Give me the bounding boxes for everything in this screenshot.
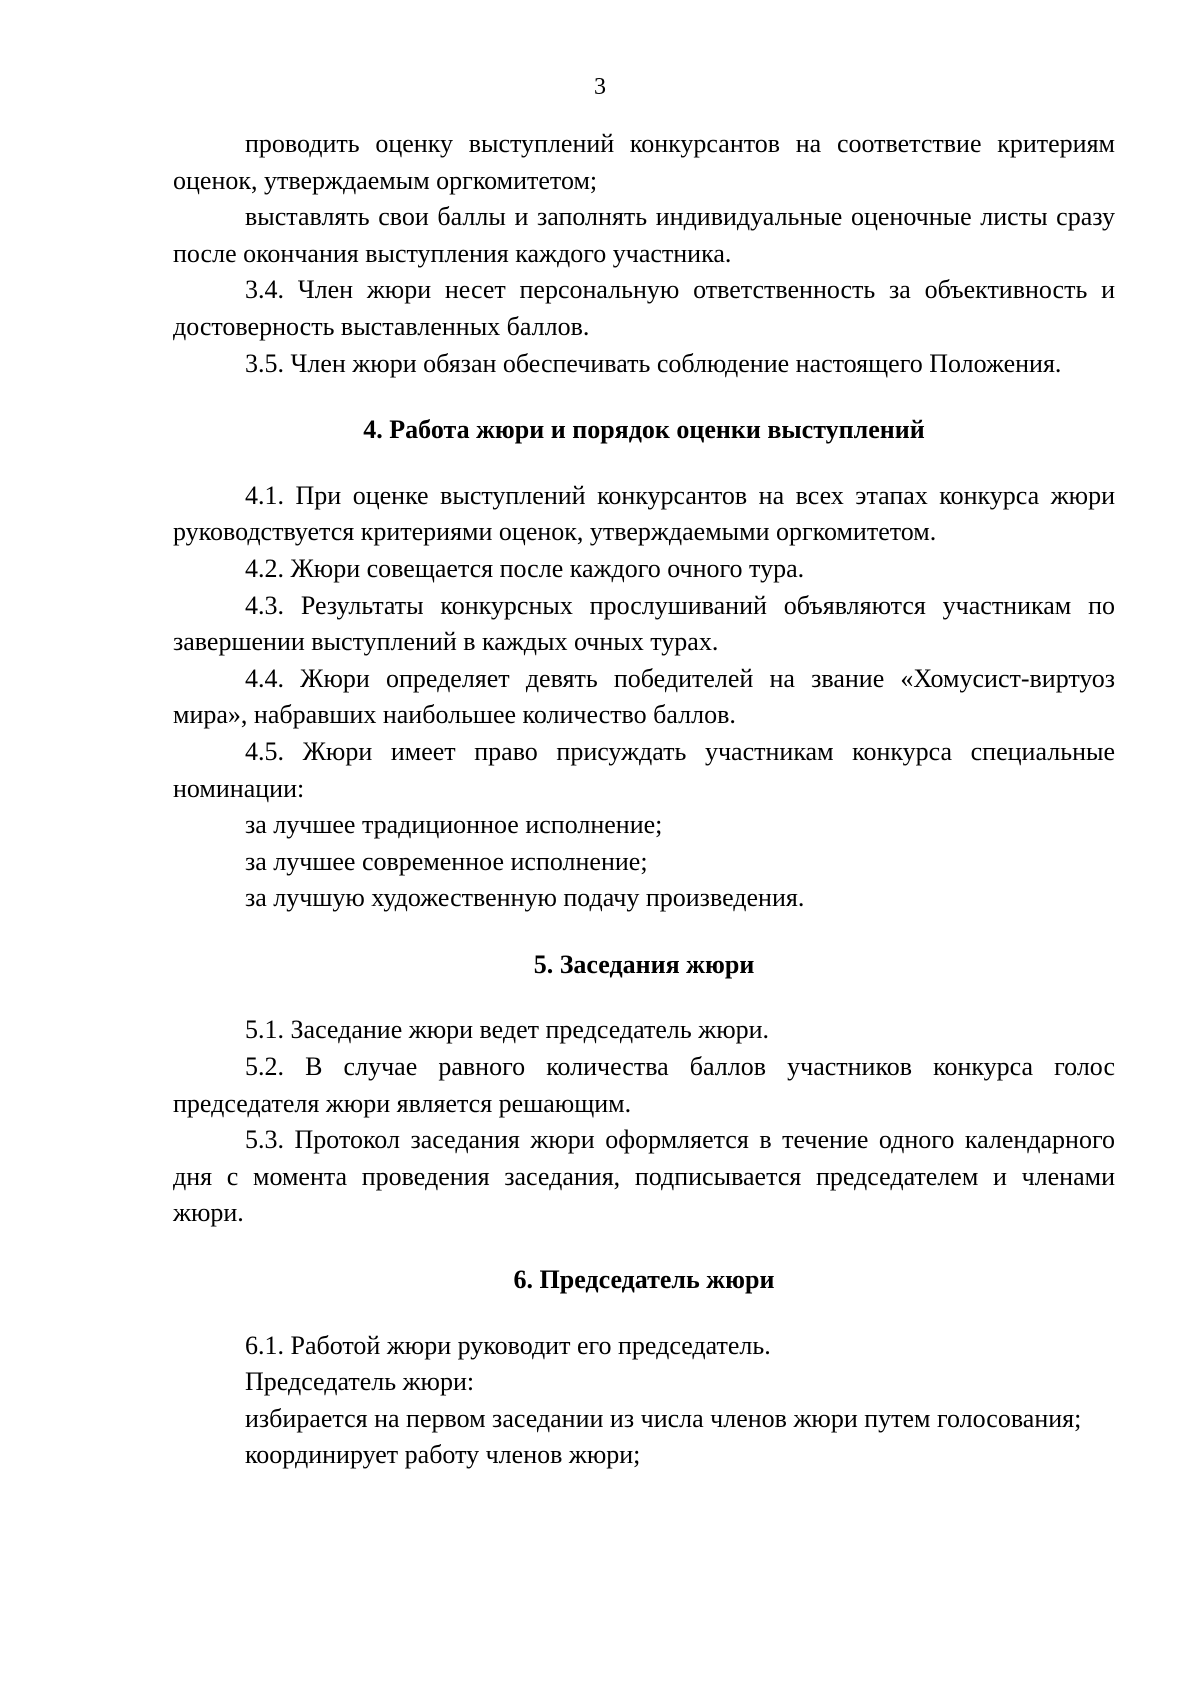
paragraph-3-4: 3.4. Член жюри несет персональную ответственность за объективность и достоверность выставленных баллов. bbox=[173, 275, 1115, 341]
paragraph-chairman-intro: Председатель жюри: bbox=[245, 1367, 475, 1397]
paragraph-4-5: 4.5. Жюри имеет право присуждать участникам конкурса специальные номинации: bbox=[173, 736, 1115, 803]
paragraph-5-2: 5.2. В случае равного количества баллов участников конкурса голос председателя жюри является решающим. bbox=[173, 1052, 1115, 1118]
section-heading-6: 6. Председатель жюри bbox=[513, 1265, 775, 1295]
paragraph-5-3: 5.3. Протокол заседания жюри оформляется в течение одного календарного дня с момента проведения заседания, подписывается председателем и членами жюри. bbox=[173, 1125, 1115, 1228]
section-heading-5: 5. Заседания жюри bbox=[533, 949, 755, 979]
paragraph-5-1: 5.1. Заседание жюри ведет председатель жюри. bbox=[245, 1015, 770, 1045]
paragraph-evaluate-performances: проводить оценку выступлений конкурсантов на соответствие критериям оценок, утверждаемым оргкомитетом; bbox=[173, 129, 1115, 195]
paragraph-fill-score-sheets: выставлять свои баллы и заполнять индивидуальные оценочные листы сразу после окончания выступления каждого участника. bbox=[173, 202, 1115, 268]
list-item-artistic: за лучшую художественную подачу произведения. bbox=[245, 883, 805, 913]
list-item-traditional: за лучшее традиционное исполнение; bbox=[245, 810, 663, 840]
paragraph-4-1: 4.1. При оценке выступлений конкурсантов на всех этапах конкурса жюри руководствуется критериями оценок, утверждаемыми оргкомитетом. bbox=[173, 480, 1115, 547]
paragraph-3-5: 3.5. Член жюри обязан обеспечивать соблюдение настоящего Положения. bbox=[245, 348, 1062, 378]
list-item-modern: за лучшее современное исполнение; bbox=[245, 846, 648, 876]
paragraph-4-3: 4.3. Результаты конкурсных прослушиваний объявляются участникам по завершении выступлений в каждых очных турах. bbox=[173, 590, 1115, 657]
paragraph-coordinates: координирует работу членов жюри; bbox=[245, 1440, 641, 1470]
paragraph-4-2: 4.2. Жюри совещается после каждого очного тура. bbox=[245, 553, 805, 583]
page-number: 3 bbox=[594, 74, 606, 100]
document-body bbox=[173, 126, 1115, 1474]
paragraph-6-1: 6.1. Работой жюри руководит его председатель. bbox=[245, 1330, 771, 1360]
paragraph-elected: избирается на первом заседании из числа членов жюри путем голосования; bbox=[245, 1403, 1082, 1433]
section-heading-4: 4. Работа жюри и порядок оценки выступлений bbox=[363, 415, 925, 445]
paragraph-4-4: 4.4. Жюри определяет девять победителей на звание «Хомусист-виртуоз мира», набравших наибольшее количество баллов. bbox=[173, 663, 1115, 730]
